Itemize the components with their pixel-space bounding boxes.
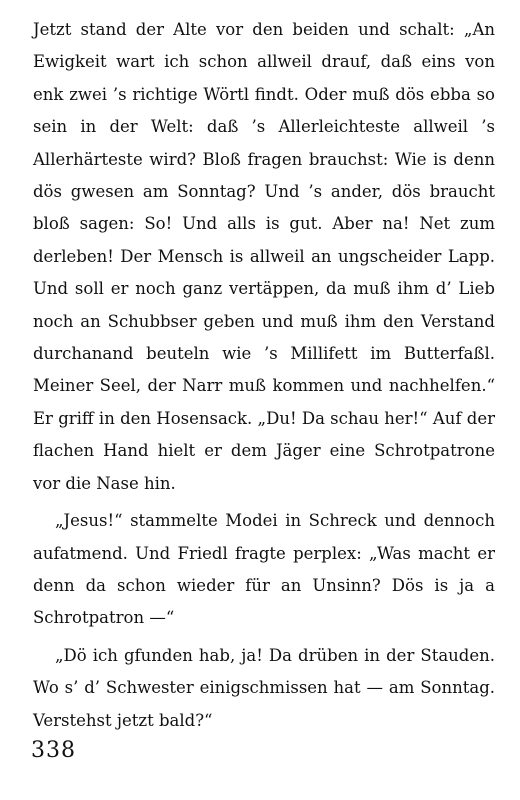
paragraph: „Jesus!“ stammelte Modei in Schreck und dennoch aufatmend. Und Friedl fragte perplex: „Was macht er denn da schon wieder für an Unsinn? Dös is ja a Schrotpatron —“ [33, 511, 495, 628]
page-number: 338 [31, 738, 76, 763]
paragraph: Jetzt stand der Alte vor den beiden und schalt: „An Ewigkeit wart ich schon allweil drauf, daß eins von enk zwei ’s richtige Wörtl findt. Oder muß dös ebba so sein in der Welt: daß ’s Allerleichteste allweil ’s Allerhärteste wird? Bloß fragen brauchst: Wie is denn dös gwesen am Sonntag? Und ’s ander, dös braucht bloß sagen: So! Und alls is gut. Aber na! Net zum derleben! Der Mensch is allweil an ungscheider Lapp. Und soll er noch ganz vertäppen, da muß ihm d’ Lieb noch an Schubbser geben und muß ihm den Verstand durchanand beuteln wie ’s Millifett im Butterfaßl. Meiner Seel, der Narr muß kommen und nachhelfen.“ Er griff in den Hosensack. „Du! Da schau her!“ Auf der flachen Hand hielt er dem Jäger eine Schrotpatrone vor die Nase hin. [33, 20, 495, 493]
paragraph: „Dö ich gfunden hab, ja! Da drüben in der Stauden. Wo s’ d’ Schwester einigschmissen hat — am Sonntag. Verstehst jetzt bald?“ [33, 645, 495, 730]
body-text [33, 14, 495, 737]
